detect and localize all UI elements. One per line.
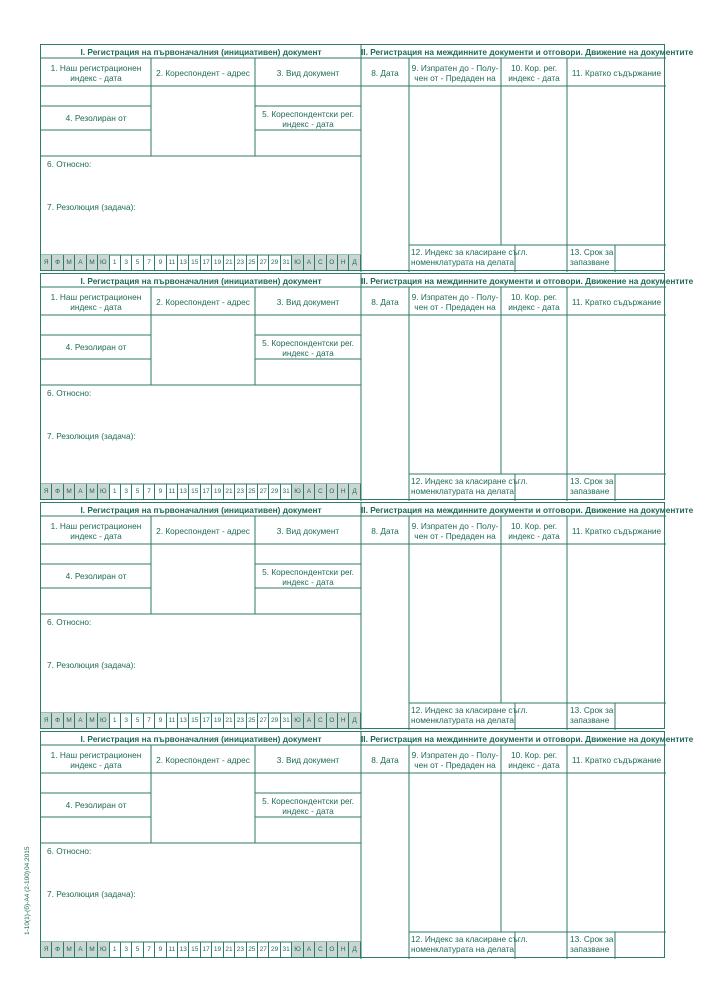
field5-label-2: индекс - дата xyxy=(282,119,334,129)
field1-label-2: индекс - дата xyxy=(70,760,122,770)
strip-cell[interactable]: О xyxy=(327,713,338,728)
strip-cell[interactable]: 31 xyxy=(281,255,292,270)
field8-label: 8. Дата xyxy=(371,68,399,78)
field10-label-2: индекс - дата xyxy=(508,531,560,541)
strip-cell[interactable]: 21 xyxy=(224,484,235,499)
field3-label: 3. Вид документ xyxy=(276,297,340,307)
strip-cell[interactable]: 23 xyxy=(235,484,246,499)
strip-cell[interactable]: 21 xyxy=(224,942,235,957)
form-code: 1-10(1)-(б)-А4 (2-100) xyxy=(24,870,31,935)
section2-title: II. Регистрация на междинните документи и отговори. Движение на документите xyxy=(361,734,694,744)
field13-label: 13. Срок за xyxy=(570,934,614,944)
strip-cell[interactable]: 27 xyxy=(258,255,269,270)
strip-cell[interactable]: С xyxy=(315,255,326,270)
field1-label: 1. Наш регистрационен xyxy=(50,292,142,302)
strip-cell[interactable]: С xyxy=(315,713,326,728)
field3-label: 3. Вид документ xyxy=(276,526,340,536)
strip-cell[interactable]: Ю xyxy=(98,255,109,270)
field8-label: 8. Дата xyxy=(371,297,399,307)
field12-label-2: номенклатурата на делата xyxy=(411,257,514,267)
field6-label: 6. Относно: xyxy=(47,388,92,398)
field9-label-2: чен от - Предаден на xyxy=(414,302,496,312)
strip-cell[interactable]: 9 xyxy=(155,942,166,957)
strip-cell[interactable]: 1 xyxy=(110,713,121,728)
strip-cell[interactable]: М xyxy=(87,484,98,499)
field11-label: 11. Кратко съдържание xyxy=(571,755,662,765)
field11-label: 11. Кратко съдържание xyxy=(571,526,662,536)
strip-cell[interactable]: М xyxy=(64,713,75,728)
field13-label: 13. Срок за xyxy=(570,705,614,715)
strip-cell[interactable]: А xyxy=(304,484,315,499)
strip-cell[interactable]: Я xyxy=(41,255,52,270)
strip-cell[interactable]: 19 xyxy=(212,484,223,499)
strip-cell[interactable]: Д xyxy=(349,942,360,957)
field13-label: 13. Срок за xyxy=(570,476,614,486)
field12-label: 12. Индекс за класиране съгл. xyxy=(411,247,528,257)
strip-cell[interactable]: М xyxy=(87,713,98,728)
strip-cell[interactable]: 13 xyxy=(178,942,189,957)
strip-cell[interactable]: 25 xyxy=(247,713,258,728)
strip-cell[interactable]: Ю xyxy=(292,484,303,499)
form-date: 04.2015 xyxy=(24,846,31,870)
field13-label-2: запазване xyxy=(570,257,610,267)
field12-label: 12. Индекс за класиране съгл. xyxy=(411,705,528,715)
section2-title: II. Регистрация на междинните документи и отговори. Движение на документите xyxy=(361,276,694,286)
field13-label-2: запазване xyxy=(570,715,610,725)
strip-cell[interactable]: 27 xyxy=(258,942,269,957)
strip-cell[interactable]: 11 xyxy=(167,942,178,957)
strip-cell[interactable]: 15 xyxy=(189,942,200,957)
strip-cell[interactable]: 25 xyxy=(247,942,258,957)
field9-label: 9. Изпратен до - Полу- xyxy=(411,750,499,760)
strip-cell[interactable]: 11 xyxy=(167,713,178,728)
field4-label: 4. Резолиран от xyxy=(65,113,127,123)
strip-cell[interactable]: А xyxy=(304,713,315,728)
strip-cell[interactable]: 7 xyxy=(144,484,155,499)
field1-label: 1. Наш регистрационен xyxy=(50,521,142,531)
strip-cell[interactable]: 19 xyxy=(212,713,223,728)
strip-cell[interactable]: 17 xyxy=(201,484,212,499)
strip-cell[interactable]: 13 xyxy=(178,255,189,270)
strip-cell[interactable]: 31 xyxy=(281,942,292,957)
field13-label-2: запазване xyxy=(570,486,610,496)
month-day-strip xyxy=(41,484,361,499)
strip-cell[interactable]: Ф xyxy=(52,484,63,499)
month-day-strip xyxy=(41,255,361,270)
strip-cell[interactable]: 3 xyxy=(121,713,132,728)
strip-cell[interactable]: Н xyxy=(338,942,349,957)
strip-cell[interactable]: М xyxy=(64,484,75,499)
field5-label: 5. Кореспондентски рег. xyxy=(262,109,354,119)
field5-label-2: индекс - дата xyxy=(282,348,334,358)
strip-cell[interactable]: А xyxy=(304,255,315,270)
strip-cell[interactable]: 23 xyxy=(235,255,246,270)
field9-label-2: чен от - Предаден на xyxy=(414,73,496,83)
field5-label: 5. Кореспондентски рег. xyxy=(262,796,354,806)
strip-cell[interactable]: 5 xyxy=(132,942,143,957)
field3-label: 3. Вид документ xyxy=(276,755,340,765)
strip-cell[interactable]: 11 xyxy=(167,484,178,499)
field12-label: 12. Индекс за класиране съгл. xyxy=(411,934,528,944)
strip-cell[interactable]: 5 xyxy=(132,255,143,270)
field12-label-2: номенклатурата на делата xyxy=(411,715,514,725)
field7-label: 7. Резолюция (задача): xyxy=(47,889,136,899)
strip-cell[interactable]: 1 xyxy=(110,942,121,957)
strip-cell[interactable]: 3 xyxy=(121,255,132,270)
field1-label-2: индекс - дата xyxy=(70,531,122,541)
strip-cell[interactable]: 9 xyxy=(155,484,166,499)
strip-cell[interactable]: О xyxy=(327,484,338,499)
section1-title: I. Регистрация на първоначалния (инициативен) документ xyxy=(80,276,322,286)
strip-cell[interactable]: 3 xyxy=(121,942,132,957)
section1-title: I. Регистрация на първоначалния (инициативен) документ xyxy=(80,47,322,57)
strip-cell[interactable]: Я xyxy=(41,713,52,728)
field1-label-2: индекс - дата xyxy=(70,73,122,83)
strip-cell[interactable]: 13 xyxy=(178,484,189,499)
field9-label-2: чен от - Предаден на xyxy=(414,531,496,541)
field4-label: 4. Резолиран от xyxy=(65,571,127,581)
field5-label: 5. Кореспондентски рег. xyxy=(262,338,354,348)
strip-cell[interactable]: 17 xyxy=(201,255,212,270)
strip-cell[interactable]: 25 xyxy=(247,484,258,499)
strip-cell[interactable]: 29 xyxy=(269,255,280,270)
register-card-2 xyxy=(40,273,694,500)
field12-label-2: номенклатурата на делата xyxy=(411,486,514,496)
month-day-strip xyxy=(41,942,361,957)
field7-label: 7. Резолюция (задача): xyxy=(47,431,136,441)
field9-label: 9. Изпратен до - Полу- xyxy=(411,63,499,73)
field10-label-2: индекс - дата xyxy=(508,73,560,83)
field5-label-2: индекс - дата xyxy=(282,806,334,816)
field7-label: 7. Резолюция (задача): xyxy=(47,660,136,670)
field4-label: 4. Резолиран от xyxy=(65,800,127,810)
field3-label: 3. Вид документ xyxy=(276,68,340,78)
strip-cell[interactable]: 15 xyxy=(189,713,200,728)
field12-label: 12. Индекс за класиране съгл. xyxy=(411,476,528,486)
strip-cell[interactable]: 17 xyxy=(201,942,212,957)
section1-title: I. Регистрация на първоначалния (инициативен) документ xyxy=(80,734,322,744)
strip-cell[interactable]: Ф xyxy=(52,713,63,728)
strip-cell[interactable]: 23 xyxy=(235,942,246,957)
strip-cell[interactable]: О xyxy=(327,255,338,270)
strip-cell[interactable]: А xyxy=(75,255,86,270)
strip-cell[interactable]: 23 xyxy=(235,713,246,728)
strip-cell[interactable]: 29 xyxy=(269,713,280,728)
month-day-strip xyxy=(41,713,361,728)
strip-cell[interactable]: С xyxy=(315,484,326,499)
register-card-3 xyxy=(40,502,694,729)
strip-cell[interactable]: 11 xyxy=(167,255,178,270)
strip-cell[interactable]: 13 xyxy=(178,713,189,728)
strip-cell[interactable]: 5 xyxy=(132,484,143,499)
field5-label-2: индекс - дата xyxy=(282,577,334,587)
field2-label: 2. Кореспондент - адрес xyxy=(156,755,250,765)
strip-cell[interactable]: С xyxy=(315,942,326,957)
strip-cell[interactable]: М xyxy=(64,255,75,270)
field10-label: 10. Кор. рег. xyxy=(510,292,558,302)
strip-cell[interactable]: 1 xyxy=(110,484,121,499)
field4-label: 4. Резолиран от xyxy=(65,342,127,352)
strip-cell[interactable]: 9 xyxy=(155,713,166,728)
strip-cell[interactable]: А xyxy=(304,942,315,957)
field13-label-2: запазване xyxy=(570,944,610,954)
register-card-1 xyxy=(40,44,694,271)
strip-cell[interactable]: Ю xyxy=(98,484,109,499)
field5-label: 5. Кореспондентски рег. xyxy=(262,567,354,577)
register-card-4 xyxy=(40,731,694,958)
strip-cell[interactable]: 7 xyxy=(144,942,155,957)
strip-cell[interactable]: М xyxy=(87,942,98,957)
strip-cell[interactable]: Я xyxy=(41,484,52,499)
strip-cell[interactable]: 31 xyxy=(281,484,292,499)
strip-cell[interactable]: 25 xyxy=(247,255,258,270)
field10-label-2: индекс - дата xyxy=(508,760,560,770)
field6-label: 6. Относно: xyxy=(47,617,92,627)
field2-label: 2. Кореспондент - адрес xyxy=(156,526,250,536)
strip-cell[interactable]: Ю xyxy=(98,942,109,957)
strip-cell[interactable]: 3 xyxy=(121,484,132,499)
field6-label: 6. Относно: xyxy=(47,159,92,169)
strip-cell[interactable]: Д xyxy=(349,255,360,270)
field1-label-2: индекс - дата xyxy=(70,302,122,312)
strip-cell[interactable]: Ю xyxy=(292,255,303,270)
strip-cell[interactable]: 31 xyxy=(281,713,292,728)
field8-label: 8. Дата xyxy=(371,526,399,536)
section2-title: II. Регистрация на междинните документи и отговори. Движение на документите xyxy=(361,505,694,515)
strip-cell[interactable]: 1 xyxy=(110,255,121,270)
strip-cell[interactable]: Ф xyxy=(52,255,63,270)
field10-label: 10. Кор. рег. xyxy=(510,750,558,760)
strip-cell[interactable]: Н xyxy=(338,484,349,499)
strip-cell[interactable]: А xyxy=(75,484,86,499)
strip-cell[interactable]: 29 xyxy=(269,484,280,499)
strip-cell[interactable]: 17 xyxy=(201,713,212,728)
strip-cell[interactable]: 27 xyxy=(258,713,269,728)
strip-cell[interactable]: 9 xyxy=(155,255,166,270)
field6-label: 6. Относно: xyxy=(47,846,92,856)
strip-cell[interactable]: 15 xyxy=(189,255,200,270)
strip-cell[interactable]: Н xyxy=(338,713,349,728)
field8-label: 8. Дата xyxy=(371,755,399,765)
strip-cell[interactable]: А xyxy=(75,942,86,957)
strip-cell[interactable]: Я xyxy=(41,942,52,957)
field11-label: 11. Кратко съдържание xyxy=(571,68,662,78)
strip-cell[interactable]: 21 xyxy=(224,255,235,270)
strip-cell[interactable]: Д xyxy=(349,484,360,499)
strip-cell[interactable]: Н xyxy=(338,255,349,270)
strip-cell[interactable]: Ю xyxy=(292,942,303,957)
section1-title: I. Регистрация на първоначалния (инициативен) документ xyxy=(80,505,322,515)
strip-cell[interactable]: 21 xyxy=(224,713,235,728)
field12-label-2: номенклатурата на делата xyxy=(411,944,514,954)
strip-cell[interactable]: А xyxy=(75,713,86,728)
strip-cell[interactable]: М xyxy=(87,255,98,270)
strip-cell[interactable]: М xyxy=(64,942,75,957)
field9-label-2: чен от - Предаден на xyxy=(414,760,496,770)
strip-cell[interactable]: 29 xyxy=(269,942,280,957)
field10-label-2: индекс - дата xyxy=(508,302,560,312)
strip-cell[interactable]: Ю xyxy=(292,713,303,728)
strip-cell[interactable]: 19 xyxy=(212,255,223,270)
section2-title: II. Регистрация на междинните документи и отговори. Движение на документите xyxy=(361,47,694,57)
field11-label: 11. Кратко съдържание xyxy=(571,297,662,307)
strip-cell[interactable]: Ф xyxy=(52,942,63,957)
strip-cell[interactable]: 5 xyxy=(132,713,143,728)
field9-label: 9. Изпратен до - Полу- xyxy=(411,521,499,531)
strip-cell[interactable]: 19 xyxy=(212,942,223,957)
strip-cell[interactable]: 27 xyxy=(258,484,269,499)
field7-label: 7. Резолюция (задача): xyxy=(47,202,136,212)
strip-cell[interactable]: 7 xyxy=(144,713,155,728)
field2-label: 2. Кореспондент - адрес xyxy=(156,68,250,78)
field13-label: 13. Срок за xyxy=(570,247,614,257)
strip-cell[interactable]: Ю xyxy=(98,713,109,728)
strip-cell[interactable]: 7 xyxy=(144,255,155,270)
field10-label: 10. Кор. рег. xyxy=(510,63,558,73)
strip-cell[interactable]: Д xyxy=(349,713,360,728)
field9-label: 9. Изпратен до - Полу- xyxy=(411,292,499,302)
field2-label: 2. Кореспондент - адрес xyxy=(156,297,250,307)
field10-label: 10. Кор. рег. xyxy=(510,521,558,531)
field1-label: 1. Наш регистрационен xyxy=(50,750,142,760)
strip-cell[interactable]: О xyxy=(327,942,338,957)
field1-label: 1. Наш регистрационен xyxy=(50,63,142,73)
strip-cell[interactable]: 15 xyxy=(189,484,200,499)
